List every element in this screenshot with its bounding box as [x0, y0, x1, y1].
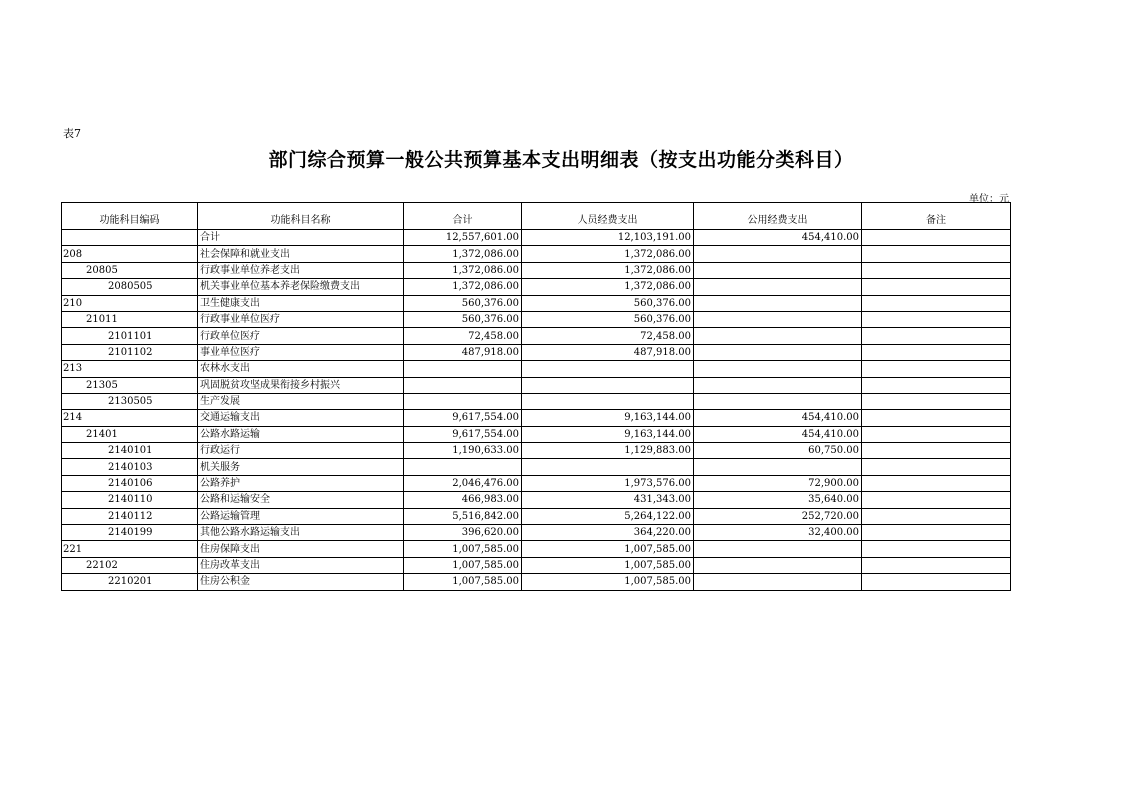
cell-function-name: 公路和运输安全: [198, 492, 404, 508]
cell-function-name: 公路养护: [198, 475, 404, 491]
cell-total: 9,617,554.00: [404, 410, 522, 426]
cell-function-name: 巩固脱贫攻坚成果衔接乡村振兴: [198, 377, 404, 393]
table-row: [62, 492, 1011, 508]
header-note: 备注: [862, 203, 1011, 230]
cell-note: [862, 295, 1011, 311]
cell-note: [862, 344, 1011, 360]
cell-personnel-expense: 9,163,144.00: [522, 426, 694, 442]
cell-function-code: 2140101: [62, 443, 198, 459]
header-function-name: 功能科目名称: [198, 203, 404, 230]
cell-total: 1,372,086.00: [404, 279, 522, 295]
cell-personnel-expense: 5,264,122.00: [522, 508, 694, 524]
cell-total: 1,007,585.00: [404, 574, 522, 590]
cell-total: 2,046,476.00: [404, 475, 522, 491]
cell-total: 1,190,633.00: [404, 443, 522, 459]
cell-function-code: 2140112: [62, 508, 198, 524]
cell-public-expense: [694, 295, 862, 311]
table-row: [62, 262, 1011, 278]
cell-note: [862, 492, 1011, 508]
cell-personnel-expense: 560,376.00: [522, 295, 694, 311]
cell-note: [862, 574, 1011, 590]
cell-public-expense: 454,410.00: [694, 230, 862, 246]
cell-public-expense: [694, 459, 862, 475]
cell-note: [862, 262, 1011, 278]
cell-function-name: 公路水路运输: [198, 426, 404, 442]
table-row: [62, 525, 1011, 541]
table-row: [62, 508, 1011, 524]
cell-function-name: 生产发展: [198, 393, 404, 409]
table-body: [62, 230, 1011, 591]
cell-public-expense: [694, 328, 862, 344]
cell-note: [862, 410, 1011, 426]
cell-function-code: 2130505: [62, 393, 198, 409]
header-total: 合计: [404, 203, 522, 230]
table-row: [62, 328, 1011, 344]
table-row: [62, 246, 1011, 262]
cell-public-expense: [694, 262, 862, 278]
cell-personnel-expense: 1,372,086.00: [522, 262, 694, 278]
cell-total: 72,458.00: [404, 328, 522, 344]
cell-note: [862, 230, 1011, 246]
cell-total: [404, 393, 522, 409]
cell-note: [862, 393, 1011, 409]
cell-function-code: 213: [62, 361, 198, 377]
cell-function-name: 行政事业单位医疗: [198, 311, 404, 327]
cell-function-name: 卫生健康支出: [198, 295, 404, 311]
cell-personnel-expense: 12,103,191.00: [522, 230, 694, 246]
cell-function-code: 214: [62, 410, 198, 426]
header-public-expense: 公用经费支出: [694, 203, 862, 230]
cell-personnel-expense: 1,372,086.00: [522, 279, 694, 295]
cell-function-name: 社会保障和就业支出: [198, 246, 404, 262]
table-row: [62, 574, 1011, 590]
cell-personnel-expense: [522, 459, 694, 475]
cell-total: 1,372,086.00: [404, 262, 522, 278]
cell-public-expense: [694, 246, 862, 262]
cell-public-expense: 454,410.00: [694, 410, 862, 426]
cell-function-code: [62, 230, 198, 246]
cell-total: 396,620.00: [404, 525, 522, 541]
table-row: [62, 475, 1011, 491]
cell-personnel-expense: 1,007,585.00: [522, 541, 694, 557]
cell-function-name: 公路运输管理: [198, 508, 404, 524]
table-row: [62, 393, 1011, 409]
cell-personnel-expense: [522, 393, 694, 409]
table-row: [62, 459, 1011, 475]
cell-total: [404, 459, 522, 475]
cell-personnel-expense: 560,376.00: [522, 311, 694, 327]
cell-function-code: 2101101: [62, 328, 198, 344]
cell-function-name: 住房公积金: [198, 574, 404, 590]
cell-function-name: 机关事业单位基本养老保险缴费支出: [198, 279, 404, 295]
cell-note: [862, 557, 1011, 573]
cell-personnel-expense: 1,973,576.00: [522, 475, 694, 491]
cell-personnel-expense: 487,918.00: [522, 344, 694, 360]
cell-function-code: 21011: [62, 311, 198, 327]
cell-function-code: 22102: [62, 557, 198, 573]
table-row: [62, 410, 1011, 426]
table-header-row: [62, 203, 1011, 230]
cell-note: [862, 328, 1011, 344]
cell-personnel-expense: 72,458.00: [522, 328, 694, 344]
cell-total: [404, 377, 522, 393]
cell-personnel-expense: 1,129,883.00: [522, 443, 694, 459]
table-label: 表7: [63, 127, 81, 140]
cell-public-expense: 60,750.00: [694, 443, 862, 459]
cell-personnel-expense: 431,343.00: [522, 492, 694, 508]
cell-public-expense: [694, 311, 862, 327]
unit-label: 单位：元: [969, 194, 1009, 205]
cell-public-expense: [694, 557, 862, 573]
cell-function-code: 2140103: [62, 459, 198, 475]
cell-public-expense: [694, 541, 862, 557]
cell-function-name: 行政单位医疗: [198, 328, 404, 344]
cell-total: 1,007,585.00: [404, 557, 522, 573]
cell-total: 9,617,554.00: [404, 426, 522, 442]
cell-total: 1,007,585.00: [404, 541, 522, 557]
cell-public-expense: 454,410.00: [694, 426, 862, 442]
cell-note: [862, 279, 1011, 295]
header-function-code: 功能科目编码: [62, 203, 198, 230]
cell-personnel-expense: [522, 361, 694, 377]
table-row: [62, 295, 1011, 311]
cell-personnel-expense: 9,163,144.00: [522, 410, 694, 426]
table-row: [62, 541, 1011, 557]
cell-note: [862, 459, 1011, 475]
cell-note: [862, 246, 1011, 262]
cell-public-expense: 72,900.00: [694, 475, 862, 491]
table-row: [62, 443, 1011, 459]
cell-public-expense: [694, 377, 862, 393]
cell-public-expense: 35,640.00: [694, 492, 862, 508]
cell-personnel-expense: 1,007,585.00: [522, 574, 694, 590]
cell-total: [404, 361, 522, 377]
cell-total: 12,557,601.00: [404, 230, 522, 246]
table-row: [62, 279, 1011, 295]
cell-function-name: 机关服务: [198, 459, 404, 475]
cell-public-expense: 252,720.00: [694, 508, 862, 524]
cell-personnel-expense: 364,220.00: [522, 525, 694, 541]
table-row: [62, 377, 1011, 393]
cell-public-expense: [694, 393, 862, 409]
cell-function-name: 合计: [198, 230, 404, 246]
cell-note: [862, 443, 1011, 459]
cell-public-expense: [694, 344, 862, 360]
cell-function-code: 21305: [62, 377, 198, 393]
cell-public-expense: [694, 279, 862, 295]
cell-personnel-expense: 1,372,086.00: [522, 246, 694, 262]
page-title: 部门综合预算一般公共预算基本支出明细表（按支出功能分类科目）: [268, 149, 854, 171]
cell-note: [862, 426, 1011, 442]
cell-note: [862, 541, 1011, 557]
cell-function-name: 其他公路水路运输支出: [198, 525, 404, 541]
table-row: [62, 557, 1011, 573]
cell-note: [862, 311, 1011, 327]
cell-personnel-expense: [522, 377, 694, 393]
cell-note: [862, 475, 1011, 491]
table-row: [62, 344, 1011, 360]
cell-function-code: 2140110: [62, 492, 198, 508]
cell-note: [862, 525, 1011, 541]
budget-table: [61, 202, 1011, 591]
cell-note: [862, 377, 1011, 393]
cell-function-code: 2080505: [62, 279, 198, 295]
header-personnel-expense: 人员经费支出: [522, 203, 694, 230]
table-row: [62, 361, 1011, 377]
cell-function-code: 2140199: [62, 525, 198, 541]
cell-total: 560,376.00: [404, 295, 522, 311]
cell-total: 487,918.00: [404, 344, 522, 360]
cell-public-expense: [694, 574, 862, 590]
cell-function-name: 行政事业单位养老支出: [198, 262, 404, 278]
table-row: [62, 311, 1011, 327]
cell-personnel-expense: 1,007,585.00: [522, 557, 694, 573]
cell-function-code: 2140106: [62, 475, 198, 491]
cell-total: 1,372,086.00: [404, 246, 522, 262]
cell-total: 5,516,842.00: [404, 508, 522, 524]
cell-function-name: 事业单位医疗: [198, 344, 404, 360]
cell-function-name: 住房保障支出: [198, 541, 404, 557]
cell-function-name: 住房改革支出: [198, 557, 404, 573]
cell-note: [862, 361, 1011, 377]
cell-note: [862, 508, 1011, 524]
cell-function-name: 交通运输支出: [198, 410, 404, 426]
cell-function-code: 20805: [62, 262, 198, 278]
cell-function-code: 2101102: [62, 344, 198, 360]
cell-function-code: 208: [62, 246, 198, 262]
cell-public-expense: [694, 361, 862, 377]
cell-function-code: 21401: [62, 426, 198, 442]
cell-function-code: 210: [62, 295, 198, 311]
cell-public-expense: 32,400.00: [694, 525, 862, 541]
cell-function-code: 2210201: [62, 574, 198, 590]
cell-function-name: 行政运行: [198, 443, 404, 459]
cell-total: 466,983.00: [404, 492, 522, 508]
cell-function-code: 221: [62, 541, 198, 557]
table-row: [62, 230, 1011, 246]
table-row: [62, 426, 1011, 442]
cell-function-name: 农林水支出: [198, 361, 404, 377]
cell-total: 560,376.00: [404, 311, 522, 327]
